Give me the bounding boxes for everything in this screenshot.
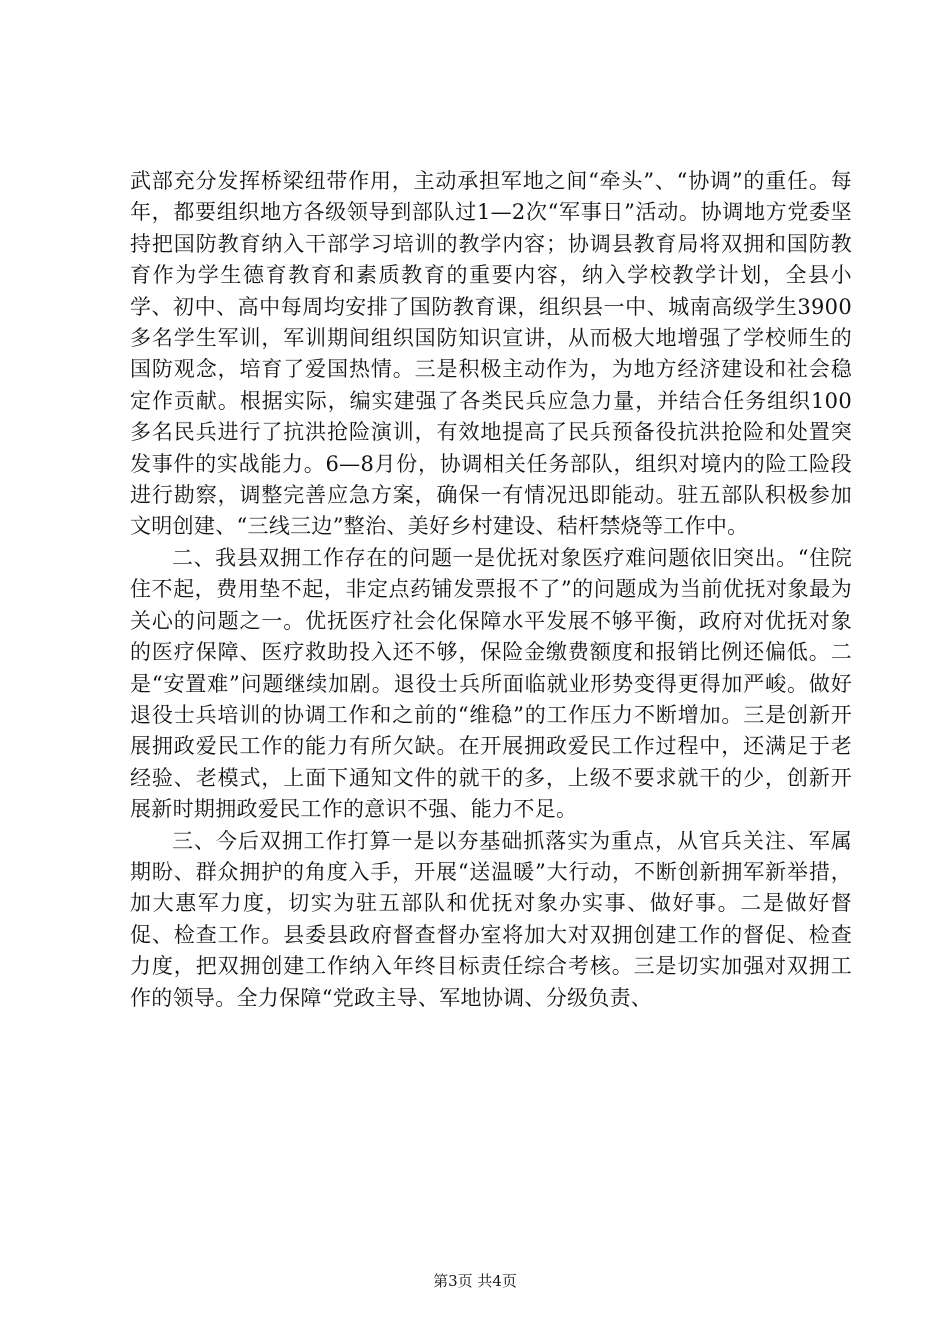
document-body bbox=[130, 166, 852, 1014]
page-number-footer: 第3页 共4页 bbox=[433, 1272, 517, 1290]
paragraph-1: 武部充分发挥桥梁纽带作用，主动承担军地之间“牵头”、“协调”的重任。每年，都要组织地方各级领导到部队过1—2次“军事日”活动。协调地方党委坚持把国防教育纳入干部学习培训的教学内容；协调县教育局将双拥和国防教育作为学生德育教育和素质教育的重要内容，纳入学校教学计划，全县小学、初中、高中每周均安排了国防教育课，组织县一中、城南高级学生3900多名学生军训，军训期间组织国防知识宣讲，从而极大地增强了学校师生的国防观念，培育了爱国热情。三是积极主动作为，为地方经济建设和社会稳定作贡献。根据实际，编实建强了各类民兵应急力量，并结合任务组织100多名民兵进行了抗洪抢险演训，有效地提高了民兵预备役抗洪抢险和处置突发事件的实战能力。6—8月份，协调相关任务部队，组织对境内的险工险段进行勘察，调整完善应急方案，确保一有情况迅即能动。驻五部队积极参加文明创建、“三线三边”整治、美好乡村建设、秸杆禁烧等工作中。 bbox=[130, 169, 852, 539]
paragraph-2: 二、我县双拥工作存在的问题一是优抚对象医疗难问题依旧突出。“住院住不起，费用垫不起，非定点药铺发票报不了”的问题成为当前优抚对象最为关心的问题之一。优抚医疗社会化保障水平发展不够平衡，政府对优抚对象的医疗保障、医疗救助投入还不够，保险金缴费额度和报销比例还偏低。二是“安置难”问题继续加剧。退役士兵所面临就业形势变得更得加严峻。做好退役士兵培训的协调工作和之前的“维稳”的工作压力不断增加。三是创新开展拥政爱民工作的能力有所欠缺。在开展拥政爱民工作过程中，还满足于老经验、老模式，上面下通知文件的就干的多，上级不要求就干的少，创新开展新时期拥政爱民工作的意识不强、能力不足。 bbox=[130, 545, 852, 822]
paragraph-3: 三、今后双拥工作打算一是以夯基础抓落实为重点，从官兵关注、军属期盼、群众拥护的角度入手，开展“送温暖”大行动，不断创新拥军新举措，加大惠军力度，切实为驻五部队和优抚对象办实事、做好事。二是做好督促、检查工作。县委县政府督查督办室将加大对双拥创建工作的督促、检查力度，把双拥创建工作纳入年终目标责任综合考核。三是切实加强对双拥工作的领导。全力保障“党政主导、军地协调、分级负责、 bbox=[130, 828, 852, 1010]
